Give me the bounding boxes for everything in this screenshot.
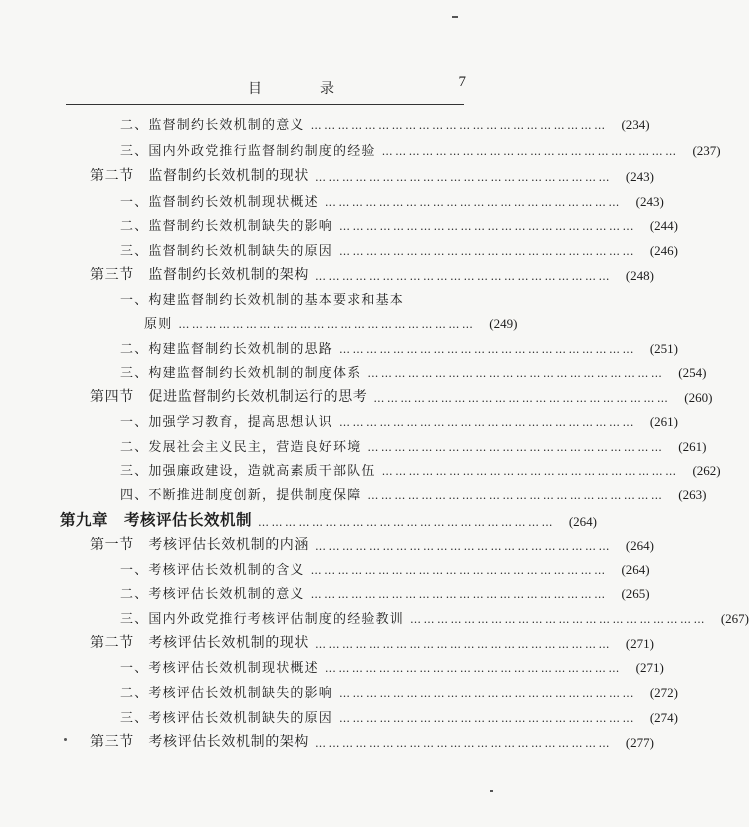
toc-entry-label: 第九章 考核评估长效机制 — [60, 510, 253, 529]
dot-leader: ………………………………………………………… — [367, 489, 665, 502]
toc-entry[interactable] — [120, 608, 749, 627]
dot-leader: ………………………………………………………… — [324, 196, 622, 209]
toc-entry-page: (271) — [635, 660, 664, 675]
toc-entry-page: (271) — [625, 636, 654, 651]
toc-entry[interactable] — [120, 411, 679, 430]
toc-entry-continuation[interactable] — [144, 313, 518, 332]
toc-entry-label: 第三节 考核评估长效机制的架构 — [90, 734, 309, 750]
toc-section-entry[interactable] — [90, 632, 654, 652]
dot-leader: ………………………………………………………… — [315, 171, 612, 184]
dot-leader: ………………………………………………………… — [373, 392, 671, 405]
toc-section-entry[interactable] — [90, 165, 654, 185]
dot-leader: ………………………………………………………… — [324, 662, 622, 675]
dot-leader: ………………………………………………………… — [381, 465, 679, 478]
toc-section-entry[interactable] — [90, 731, 654, 751]
dot-leader: ………………………………………………………… — [381, 145, 679, 158]
toc-entry-label: 第二节 监督制约长效机制的现状 — [90, 168, 309, 184]
toc-entry-page: (251) — [649, 341, 679, 356]
toc-entry-page: (263) — [678, 487, 707, 502]
toc-entry-page: (254) — [678, 365, 707, 380]
toc-entry-page: (277) — [625, 735, 654, 750]
dot-leader: ………………………………………………………… — [339, 416, 637, 429]
toc-entry-page: (260) — [684, 390, 713, 405]
dot-leader: ………………………………………………………… — [178, 318, 476, 331]
toc-entry-label: 二、发展社会主义民主，营造良好环境 — [120, 440, 362, 455]
toc-entry-label: 一、构建监督制约长效机制的基本要求和基本 — [120, 293, 405, 308]
toc-entry-page: (265) — [621, 586, 650, 601]
toc-entry-label: 三、监督制约长效机制缺失的原因 — [120, 244, 334, 259]
page-number: 7 — [458, 74, 466, 90]
toc-entry-page: (262) — [692, 463, 721, 478]
dot-leader: ………………………………………………………… — [339, 687, 637, 700]
dot-leader: ………………………………………………………… — [310, 119, 608, 132]
toc-entry-page: (243) — [625, 169, 654, 184]
header-title: 目 录 — [248, 81, 356, 97]
toc-entry-page: (261) — [678, 439, 707, 454]
toc-entry[interactable] — [120, 484, 707, 503]
toc-entry-label: 四、不断推进制度创新，提供制度保障 — [120, 488, 362, 503]
toc-section-entry[interactable] — [90, 534, 654, 554]
scan-speck — [490, 790, 493, 792]
toc-entry[interactable] — [120, 460, 721, 479]
toc-entry[interactable] — [120, 191, 664, 210]
toc-entry[interactable] — [120, 215, 679, 234]
toc-entry-label: 二、考核评估长效机制缺失的影响 — [120, 686, 334, 701]
toc-entry-page: (267) — [720, 611, 749, 626]
toc-entry-label: 一、考核评估长效机制的含义 — [120, 563, 305, 578]
toc-entry-label: 一、加强学习教育，提高思想认识 — [120, 415, 334, 430]
toc-entry-label: 第四节 促进监督制约长效机制运行的思考 — [90, 389, 368, 405]
toc-entry-label: 三、加强廉政建设，造就高素质干部队伍 — [120, 464, 376, 479]
toc-entry-page: (246) — [649, 243, 679, 258]
dot-leader: ………………………………………………………… — [310, 564, 608, 577]
dot-leader: ………………………………………………………… — [258, 516, 556, 529]
scan-speck — [64, 738, 67, 741]
dot-leader: ………………………………………………………… — [315, 737, 612, 750]
toc-entry-page: (244) — [649, 218, 679, 233]
toc-entry-label: 第二节 考核评估长效机制的现状 — [90, 635, 309, 651]
toc-entry-label: 三、构建监督制约长效机制的制度体系 — [120, 366, 362, 381]
toc-chapter-entry[interactable] — [60, 508, 598, 530]
toc-entry[interactable] — [120, 657, 664, 676]
toc-entry-page: (234) — [621, 117, 650, 132]
toc-entry-label: 二、监督制约长效机制缺失的影响 — [120, 219, 334, 234]
toc-entry-label: 三、国内外政党推行监督制约制度的经验 — [120, 144, 376, 159]
toc-entry-page: (264) — [625, 538, 654, 553]
dot-leader: ………………………………………………………… — [367, 367, 665, 380]
toc-entry-label: 二、构建监督制约长效机制的思路 — [120, 342, 334, 357]
toc-entry[interactable] — [120, 114, 650, 133]
toc-entry[interactable] — [120, 707, 679, 726]
toc-entry-label: 一、监督制约长效机制现状概述 — [120, 195, 319, 210]
toc-section-entry[interactable] — [90, 386, 713, 406]
toc-entry-first-line[interactable] — [120, 289, 464, 308]
toc-entry[interactable] — [120, 583, 650, 602]
dot-leader: ………………………………………………………… — [339, 245, 637, 258]
toc-entry[interactable] — [120, 436, 707, 455]
dot-leader: ………………………………………………………… — [315, 270, 612, 283]
dot-leader: ………………………………………………………… — [339, 343, 637, 356]
dot-leader: ………………………………………………………… — [410, 613, 708, 626]
toc-entry-label: 三、国内外政党推行考核评估制度的经验教训 — [120, 612, 405, 627]
toc-entry-page: (243) — [635, 194, 664, 209]
toc-entry-label: 三、考核评估长效机制缺失的原因 — [120, 711, 334, 726]
toc-entry-page: (237) — [692, 143, 721, 158]
toc-entry[interactable] — [120, 338, 679, 357]
toc-entry[interactable] — [120, 559, 650, 578]
toc-entry-page: (274) — [649, 710, 679, 725]
dot-leader: ………………………………………………………… — [315, 540, 612, 553]
scan-speck — [452, 16, 458, 18]
dot-leader: ………………………………………………………… — [367, 441, 665, 454]
toc-entry-label: 第三节 监督制约长效机制的架构 — [90, 267, 309, 283]
toc-entry[interactable] — [120, 240, 679, 259]
toc-entry-page: (248) — [625, 268, 654, 283]
dot-leader: ………………………………………………………… — [310, 588, 608, 601]
toc-entry-page: (264) — [621, 562, 650, 577]
toc-entry-page: (249) — [489, 316, 518, 331]
toc-entry-page: (261) — [649, 414, 679, 429]
dot-leader: ………………………………………………………… — [339, 220, 637, 233]
toc-entry-page: (264) — [568, 514, 598, 529]
dot-leader: ………………………………………………………… — [315, 638, 612, 651]
toc-entry-label: 一、考核评估长效机制现状概述 — [120, 661, 319, 676]
toc-entry[interactable] — [120, 682, 679, 701]
toc-entry-label: 第一节 考核评估长效机制的内涵 — [90, 537, 309, 553]
toc-entry-label-continued: 原则 — [144, 317, 173, 332]
toc-entry[interactable] — [120, 140, 721, 159]
toc-entry-label: 二、考核评估长效机制的意义 — [120, 587, 305, 602]
toc-section-entry[interactable] — [90, 264, 654, 284]
toc-entry[interactable] — [120, 362, 707, 381]
dot-leader: ………………………………………………………… — [339, 712, 637, 725]
toc-entry-page: (272) — [649, 685, 679, 700]
toc-entry-label: 二、监督制约长效机制的意义 — [120, 118, 305, 133]
